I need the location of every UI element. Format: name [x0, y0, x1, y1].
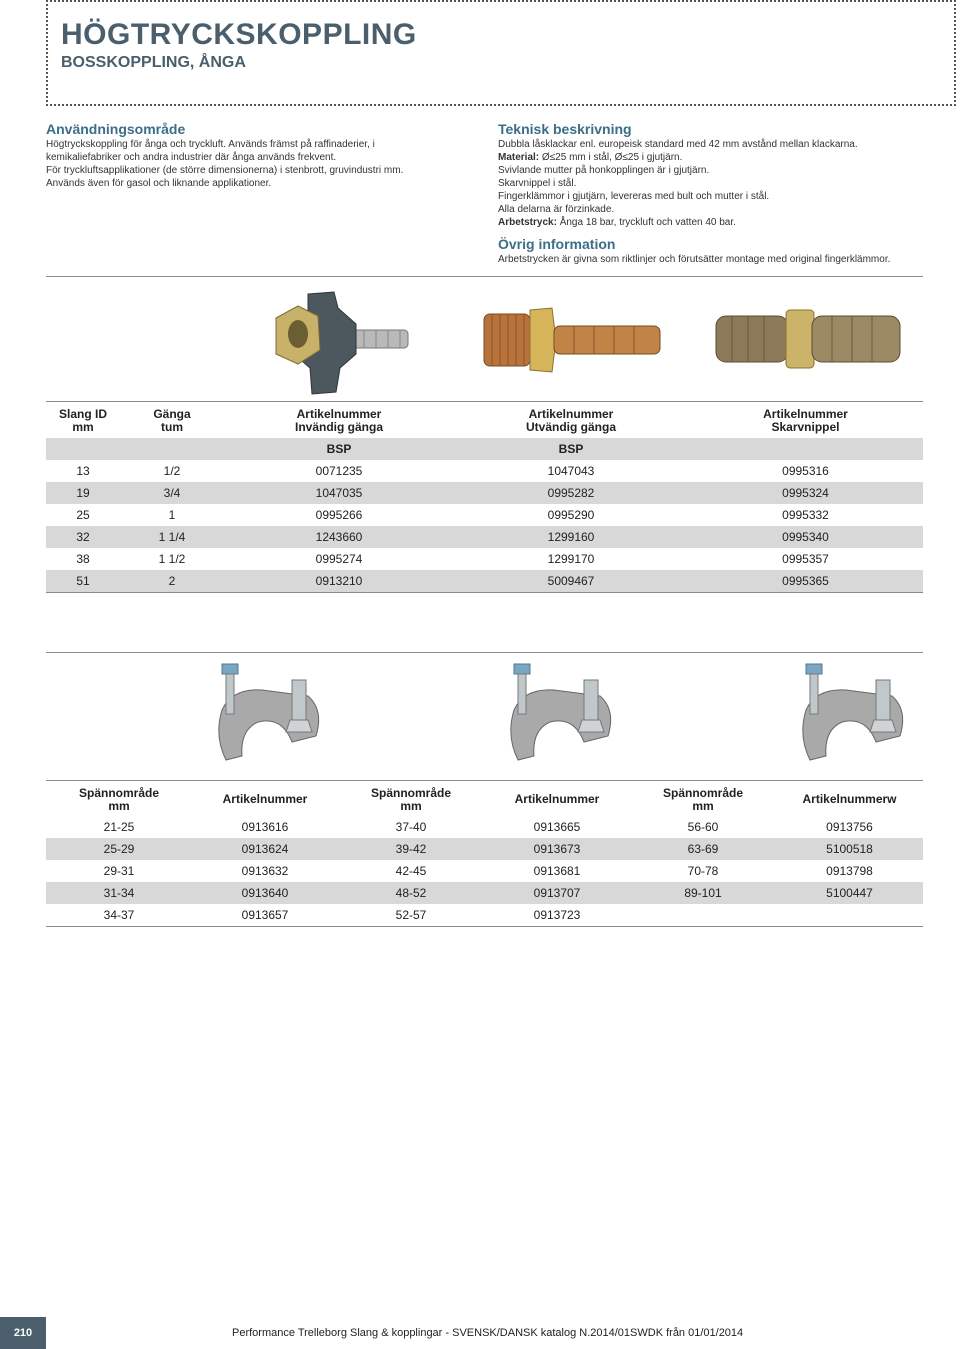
page-subtitle: BOSSKOPPLING, ÅNGA: [61, 54, 246, 71]
table-row: [46, 460, 923, 482]
material-text: Ø≤25 mm i stål, Ø≤25 i gjutjärn.: [539, 152, 683, 163]
table-row: [46, 838, 923, 860]
tech-text: [498, 138, 928, 229]
male-coupling-image: [478, 300, 664, 380]
table-cell: 42-45: [395, 864, 427, 878]
table-cell: 25: [76, 508, 90, 522]
tech-material: [498, 151, 928, 164]
col-header: Artikelnummerw: [802, 792, 897, 806]
table-cell: 13: [76, 464, 90, 478]
usage-line: Används även för gasol och liknande applikationer.: [46, 178, 272, 189]
table-cell: 5100447: [776, 882, 923, 904]
table-cell: 0995266: [315, 508, 363, 522]
table-cell: 0913673: [484, 838, 630, 860]
usage-line: För tryckluftsapplikationer (de större dimensionerna) i stenbrott, gruvindustri mm.: [46, 165, 404, 176]
table-cell: 0913681: [533, 864, 581, 878]
female-coupling-image: [272, 288, 412, 398]
table-cell: 32: [46, 526, 120, 548]
usage-line: Högtryckskoppling för ånga och tryckluft. Används främst på raffinaderier, i: [46, 139, 375, 150]
table-cell: 2: [120, 570, 224, 593]
subheader-cell: [120, 438, 224, 460]
table-cell: 1/2: [163, 464, 181, 478]
table-cell: 37-40: [395, 820, 427, 834]
subheader-cell: BSP: [454, 438, 688, 460]
table-cell: 0913665: [533, 820, 581, 834]
usage-text: [46, 138, 466, 190]
col-header: Artikelnummer: [222, 792, 308, 806]
header-box: [46, 0, 956, 106]
table-cell: 0995316: [782, 464, 829, 478]
table-cell: 3/4: [120, 482, 224, 504]
table-row: [46, 860, 923, 882]
table-cell: 0913723: [484, 904, 630, 927]
tech-line: Skarvnippel i stål.: [498, 178, 577, 189]
table-cell: 63-69: [630, 838, 776, 860]
tech-line: Dubbla låsklackar enl. europeisk standard med 42 mm avstånd mellan klackarna.: [498, 139, 858, 150]
table-cell: 29-31: [103, 864, 135, 878]
material-label: Material:: [498, 152, 540, 163]
col-header: Spännområde mm: [370, 785, 451, 813]
table-row: [46, 904, 923, 927]
table-cell: 5009467: [454, 570, 688, 593]
table-header-row: [46, 404, 923, 438]
col-header: Artikelnummer Skarvnippel: [763, 407, 848, 434]
table-cell: 5100518: [776, 838, 923, 860]
table-cell: [776, 904, 923, 927]
table-cell: 0913657: [192, 904, 338, 927]
table-cell: 1 1/4: [120, 526, 224, 548]
table-cell: 21-25: [103, 820, 135, 834]
table-cell: 0995357: [782, 552, 829, 566]
table-cell: 39-42: [338, 838, 484, 860]
footer-text: Performance Trelleborg Slang & kopplingar - SVENSK/DANSK katalog N.2014/01SWDK från 01/01/2014: [232, 1327, 744, 1339]
usage-heading: Användningsområde: [46, 121, 186, 137]
table-cell: 56-60: [687, 820, 719, 834]
col-header: Gänga tum: [153, 407, 191, 434]
table1-top-rule: [46, 401, 923, 402]
table-cell: 0995332: [782, 508, 829, 522]
coupling-table: [46, 404, 923, 593]
table-row: [46, 882, 923, 904]
table-cell: 70-78: [687, 864, 719, 878]
table-row: [46, 816, 923, 838]
col-header: Artikelnummer Utvändig gänga: [525, 407, 616, 434]
table-header-row: [46, 783, 923, 816]
table-cell: 31-34: [46, 882, 192, 904]
col-header: Artikelnummer Invändig gänga: [294, 407, 383, 434]
table-subheader-row: [46, 438, 923, 460]
table-cell: 0995274: [315, 552, 363, 566]
col-header: Slang ID mm: [58, 407, 107, 434]
tech-line: Alla delarna är förzinkade.: [498, 204, 615, 215]
table-cell: 34-37: [46, 904, 192, 927]
divider: [46, 276, 923, 277]
table-cell: 0913798: [826, 864, 873, 878]
table-cell: 38: [76, 552, 90, 566]
table-row: [46, 570, 923, 593]
table-cell: 1047043: [547, 464, 595, 478]
table-row: [46, 548, 923, 570]
table-cell: 1047035: [224, 482, 454, 504]
table-cell: 0071235: [315, 464, 363, 478]
table-cell: 0995324: [688, 482, 923, 504]
table-cell: 1299170: [547, 552, 595, 566]
col-header: Spännområde mm: [78, 785, 159, 813]
tech-line: Svivlande mutter på honkopplingen är i gjutjärn.: [498, 165, 710, 176]
table-cell: 0995365: [688, 570, 923, 593]
table-cell: 52-57: [338, 904, 484, 927]
table-cell: [630, 904, 776, 927]
page-title: HÖGTRYCKSKOPPLING: [61, 18, 417, 51]
table-cell: 51: [46, 570, 120, 593]
table-cell: 48-52: [338, 882, 484, 904]
table-cell: 25-29: [46, 838, 192, 860]
table-cell: 0913632: [241, 864, 289, 878]
table-cell: 1 1/2: [158, 552, 186, 566]
usage-line: kemikaliefabriker och andra industrier där ånga används frekvent.: [46, 152, 337, 163]
table-row: [46, 482, 923, 504]
col-header: Artikelnummer: [514, 792, 600, 806]
table-cell: 0913624: [192, 838, 338, 860]
table-cell: 0913707: [484, 882, 630, 904]
page-number: 210: [0, 1317, 46, 1349]
table-cell: 0995282: [454, 482, 688, 504]
clamp-image: [796, 660, 912, 772]
other-heading: Övrig information: [498, 236, 616, 252]
subheader-cell: [688, 438, 923, 460]
table-cell: 0913210: [224, 570, 454, 593]
table-cell: 0913616: [241, 820, 289, 834]
table-cell: 0995290: [547, 508, 595, 522]
table-cell: 0913640: [192, 882, 338, 904]
table-row: [46, 504, 923, 526]
divider: [46, 652, 923, 653]
pressure-label: Arbetstryck:: [498, 217, 557, 228]
table-cell: 1: [168, 508, 176, 522]
tech-pressure: [498, 216, 928, 229]
clamp-table: [46, 783, 923, 927]
other-text: Arbetstrycken är givna som riktlinjer och förutsätter montage med original fingerklämmor.: [498, 254, 891, 265]
table-cell: 1243660: [224, 526, 454, 548]
clamp-image: [504, 660, 620, 772]
pressure-text: Ånga 18 bar, tryckluft och vatten 40 bar.: [556, 217, 736, 228]
table2-top-rule: [46, 780, 923, 781]
table-cell: 19: [46, 482, 120, 504]
col-header: Spännområde mm: [662, 785, 743, 813]
table-cell: 89-101: [630, 882, 776, 904]
tech-line: Fingerklämmor i gjutjärn, levereras med bult och mutter i stål.: [498, 191, 770, 202]
table-cell: 1299160: [454, 526, 688, 548]
table-row: [46, 526, 923, 548]
hose-nipple-image: [712, 304, 904, 376]
table-cell: 0995340: [688, 526, 923, 548]
tech-heading: Teknisk beskrivning: [498, 121, 632, 137]
subheader-cell: [46, 438, 120, 460]
clamp-image: [212, 660, 328, 772]
table-cell: 0913756: [826, 820, 873, 834]
subheader-cell: BSP: [224, 438, 454, 460]
